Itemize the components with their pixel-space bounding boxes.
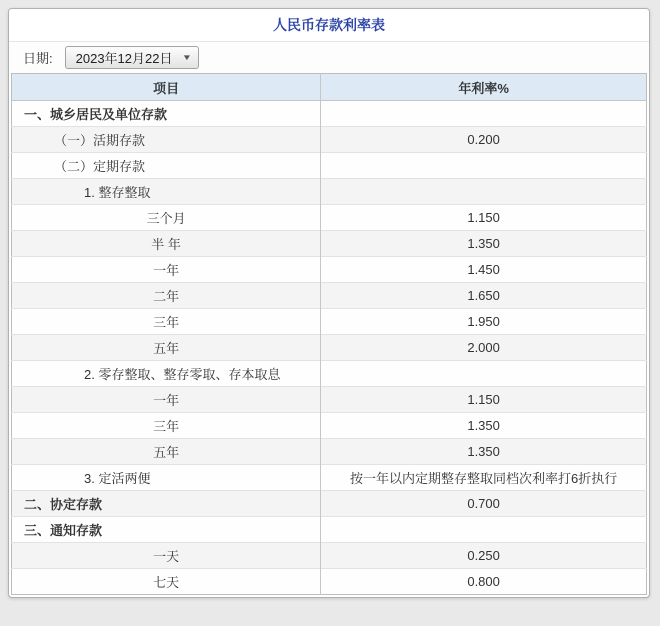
item-cell: 一天 [12, 543, 321, 569]
chevron-down-icon: ▼ [181, 53, 192, 62]
table-row [12, 153, 647, 179]
rate-cell: 1.950 [321, 309, 647, 335]
rate-cell [321, 179, 647, 205]
rate-cell: 1.650 [321, 283, 647, 309]
rate-cell: 1.150 [321, 387, 647, 413]
item-cell: 半 年 [12, 231, 321, 257]
rate-cell [321, 517, 647, 543]
rate-cell: 0.700 [321, 491, 647, 517]
title-bar [9, 9, 649, 42]
item-cell: 3. 定活两便 [12, 465, 321, 491]
table-row [12, 387, 647, 413]
table-header-row [12, 74, 647, 101]
rate-cell: 2.000 [321, 335, 647, 361]
item-cell: （二）定期存款 [12, 153, 321, 179]
item-cell: 一年 [12, 387, 321, 413]
rate-table-panel [8, 8, 650, 598]
date-select[interactable] [65, 46, 199, 69]
item-cell: 一、城乡居民及单位存款 [12, 101, 321, 127]
table-row [12, 101, 647, 127]
table-row [12, 465, 647, 491]
rate-cell: 1.150 [321, 205, 647, 231]
page-title: 人民币存款利率表 [273, 17, 385, 33]
date-filter-row [9, 42, 649, 73]
item-cell: （一）活期存款 [12, 127, 321, 153]
col-header-rate: 年利率% [321, 74, 647, 101]
item-cell: 2. 零存整取、整存零取、存本取息 [12, 361, 321, 387]
rate-cell [321, 153, 647, 179]
table-row [12, 517, 647, 543]
table-row [12, 231, 647, 257]
rate-cell: 1.350 [321, 439, 647, 465]
rate-cell: 1.450 [321, 257, 647, 283]
table-row [12, 283, 647, 309]
rate-cell: 0.800 [321, 569, 647, 595]
rate-cell [321, 361, 647, 387]
table-row [12, 257, 647, 283]
date-select-value: 2023年12月22日 [75, 51, 173, 66]
table-row [12, 491, 647, 517]
table-row [12, 127, 647, 153]
item-cell: 七天 [12, 569, 321, 595]
item-cell: 五年 [12, 335, 321, 361]
item-cell: 三、通知存款 [12, 517, 321, 543]
item-cell: 三年 [12, 309, 321, 335]
table-row [12, 309, 647, 335]
rate-cell: 按一年以内定期整存整取同档次利率打6折执行 [321, 465, 647, 491]
col-header-item: 项目 [12, 74, 321, 101]
date-label: 日期: [23, 51, 53, 66]
rate-cell: 0.200 [321, 127, 647, 153]
table-row [12, 543, 647, 569]
item-cell: 一年 [12, 257, 321, 283]
rate-table [11, 73, 647, 595]
rate-cell: 1.350 [321, 413, 647, 439]
table-row [12, 205, 647, 231]
item-cell: 1. 整存整取 [12, 179, 321, 205]
table-row [12, 361, 647, 387]
table-row [12, 569, 647, 595]
item-cell: 二、协定存款 [12, 491, 321, 517]
rate-cell: 1.350 [321, 231, 647, 257]
rate-cell: 0.250 [321, 543, 647, 569]
table-row [12, 179, 647, 205]
item-cell: 五年 [12, 439, 321, 465]
item-cell: 三年 [12, 413, 321, 439]
table-row [12, 439, 647, 465]
rate-cell [321, 101, 647, 127]
item-cell: 二年 [12, 283, 321, 309]
item-cell: 三个月 [12, 205, 321, 231]
table-row [12, 335, 647, 361]
table-row [12, 413, 647, 439]
